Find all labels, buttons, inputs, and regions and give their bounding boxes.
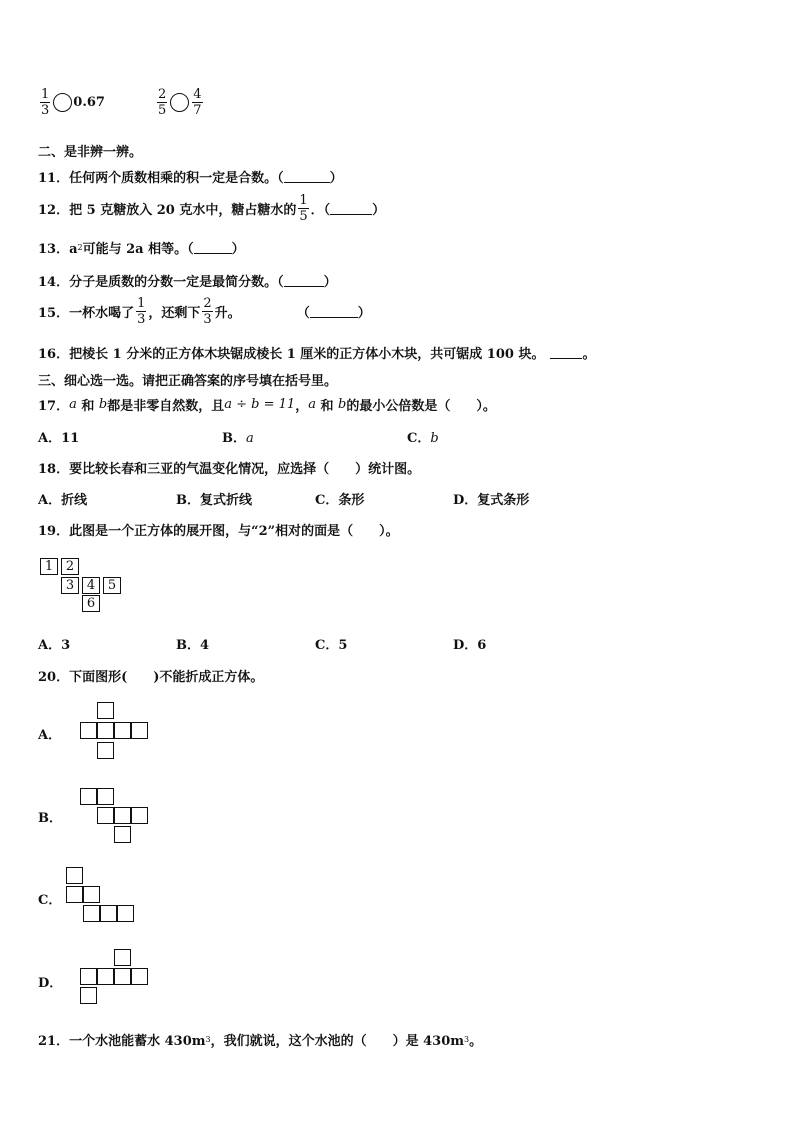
question-11	[38, 167, 343, 186]
bracket: ）	[323, 275, 337, 290]
section-title: 二、是非辨一辨。	[38, 145, 143, 160]
net-cell	[114, 826, 131, 843]
face-6: 6	[82, 595, 100, 612]
net-cell	[66, 867, 83, 884]
question-19: 19．此图是一个正方体的展开图，与“2”相对的面是（ ）。	[38, 524, 399, 539]
superscript: 3	[464, 1035, 470, 1044]
option-c[interactable]: C．	[38, 893, 62, 908]
net-cell	[97, 742, 114, 759]
numerator: 1	[299, 193, 308, 208]
question-text: ，我们就说，这个水池的（ ）是 430m	[210, 1034, 465, 1049]
net-cell	[97, 702, 114, 719]
numerator: 1	[137, 296, 146, 311]
question-text: ，	[295, 399, 309, 414]
bracket: ）	[372, 203, 386, 218]
option-a[interactable]: A．折线	[38, 493, 88, 508]
fraction	[202, 297, 212, 326]
cube-net-c	[66, 867, 136, 925]
net-cell	[97, 968, 114, 985]
numerator: 2	[157, 87, 167, 102]
option-d[interactable]: D．6	[453, 638, 487, 653]
net-cell	[80, 987, 97, 1004]
option-d[interactable]: D．	[38, 976, 63, 991]
option-b[interactable]	[222, 427, 254, 446]
net-cell	[83, 905, 100, 922]
option-label: C．	[407, 431, 431, 446]
option-c[interactable]: C．5	[315, 638, 348, 653]
net-cell	[80, 968, 97, 985]
bracket: ）	[231, 242, 245, 257]
cube-net-b	[80, 788, 150, 846]
variable-b: b	[430, 431, 439, 446]
face-3: 3	[61, 577, 79, 594]
variable-a: a	[246, 431, 254, 446]
option-a[interactable]: A．11	[38, 431, 80, 446]
question-12	[38, 194, 385, 223]
answer-blank[interactable]	[284, 274, 324, 287]
option-b[interactable]: B．4	[176, 638, 210, 653]
question-14	[38, 271, 337, 290]
option-a[interactable]: A．	[38, 728, 62, 743]
superscript: 3	[205, 1035, 211, 1044]
question-text: 15．一杯水喝了	[38, 306, 135, 321]
question-21	[38, 1030, 482, 1049]
option-d[interactable]: D．复式条形	[453, 493, 530, 508]
variable-b: b	[338, 397, 347, 412]
question-20: 20．下面图形( )不能折成正方体。	[38, 670, 264, 685]
compare-value: 0.67	[73, 95, 105, 110]
question-text: 12．把 5 克糖放入 20 克水中，糖占糖水的	[38, 203, 297, 218]
numerator: 1	[41, 87, 50, 102]
denominator: 5	[299, 209, 308, 224]
section-title: 三、细心选一选。请把正确答案的序号填在括号里。	[38, 374, 338, 389]
question-text: 。	[469, 1034, 483, 1049]
denominator: 3	[41, 103, 50, 118]
question-text: 都是非零自然数，且	[107, 399, 225, 414]
fraction	[136, 297, 146, 326]
question-text: 14．分子是质数的分数一定是最简分数。（	[38, 275, 284, 290]
net-cell	[100, 905, 117, 922]
cube-net-d	[80, 949, 150, 1007]
net-cell	[97, 788, 114, 805]
question-17	[38, 395, 496, 414]
cube-net-a	[80, 702, 150, 760]
question-text: 的最小公倍数是（ ）。	[346, 399, 496, 414]
compare-circle[interactable]	[170, 93, 189, 112]
answer-blank[interactable]	[194, 241, 232, 254]
question-text: 和	[76, 399, 99, 414]
question-text: 升。	[214, 306, 241, 321]
net-cell	[114, 949, 131, 966]
bracket: ）	[357, 306, 371, 321]
net-cell	[117, 905, 134, 922]
compare-circle[interactable]	[53, 93, 72, 112]
variable-a: a	[69, 397, 77, 412]
net-cell	[131, 807, 148, 824]
answer-blank[interactable]	[310, 305, 358, 318]
answer-blank[interactable]	[330, 202, 372, 215]
net-cell	[83, 886, 100, 903]
denominator: 7	[193, 103, 202, 118]
net-cell	[114, 807, 131, 824]
option-b[interactable]: B．	[38, 811, 62, 826]
net-cell	[114, 968, 131, 985]
option-c[interactable]: C．条形	[315, 493, 365, 508]
variable-a: a	[308, 397, 316, 412]
denominator: 3	[203, 312, 212, 327]
net-cell	[80, 788, 97, 805]
question-text: 和	[315, 399, 339, 414]
net-cell	[131, 722, 148, 739]
face-4: 4	[82, 577, 100, 594]
question-text: 。	[582, 347, 596, 362]
question-text: ．（	[310, 203, 331, 218]
option-a[interactable]: A．3	[38, 638, 71, 653]
option-c[interactable]	[407, 427, 439, 446]
bracket: ）	[329, 171, 343, 186]
face-5: 5	[103, 577, 121, 594]
fraction	[40, 88, 50, 117]
question-16	[38, 343, 596, 362]
net-cell	[80, 722, 97, 739]
option-label: B．	[222, 431, 246, 446]
fraction	[157, 88, 167, 117]
question-15	[38, 297, 371, 326]
question-text: 11．任何两个质数相乘的积一定是合数。（	[38, 171, 284, 186]
numerator: 2	[203, 296, 212, 311]
fraction	[192, 88, 202, 117]
numerator: 4	[193, 87, 202, 102]
denominator: 5	[157, 103, 167, 118]
bracket: （	[296, 306, 310, 321]
question-13	[38, 238, 245, 257]
net-cell	[97, 722, 114, 739]
variable-b: b	[98, 397, 108, 412]
option-b[interactable]: B．复式折线	[176, 493, 252, 508]
face-1: 1	[40, 558, 58, 575]
answer-blank[interactable]	[284, 170, 330, 183]
net-cell	[66, 886, 83, 903]
compare-row	[38, 88, 205, 117]
fraction	[298, 194, 308, 223]
question-text: 16．把棱长 1 分米的正方体木块锯成棱长 1 厘米的正方体小木块，共可锯成 100 块。	[38, 347, 545, 362]
question-text: 21．一个水池能蓄水 430m	[38, 1034, 206, 1049]
net-cell	[97, 807, 114, 824]
superscript: 2	[77, 243, 83, 252]
net-cell	[114, 722, 131, 739]
question-text: 可能与 2a 相等。（	[82, 242, 194, 257]
answer-blank[interactable]	[550, 346, 582, 359]
question-text: ，还剩下	[148, 306, 201, 321]
cube-net-numbered	[40, 558, 130, 614]
question-18: 18．要比较长春和三亚的气温变化情况，应选择（ ）统计图。	[38, 462, 421, 477]
net-cell	[131, 968, 148, 985]
question-text: 13．a	[38, 242, 78, 257]
question-text: 17．	[38, 399, 70, 414]
equation: a ÷ b = 11	[224, 397, 296, 412]
denominator: 3	[137, 312, 146, 327]
face-2: 2	[61, 558, 79, 575]
